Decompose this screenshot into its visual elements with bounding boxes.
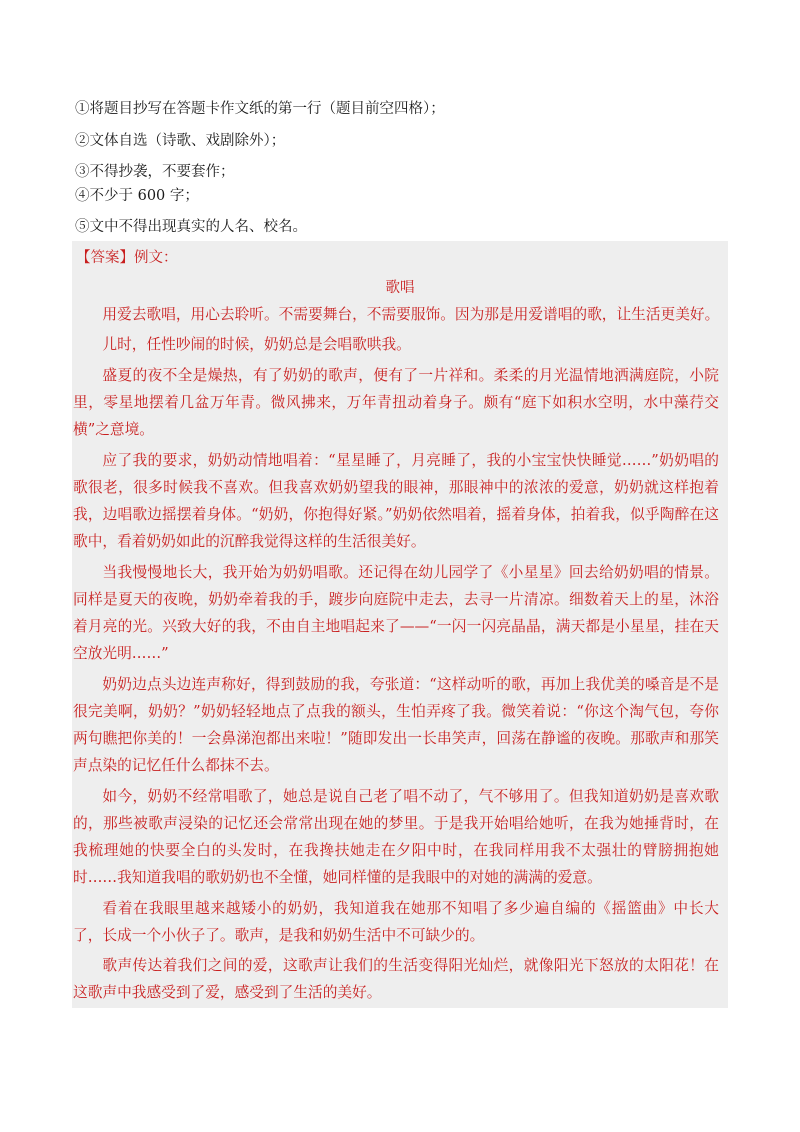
essay-paragraph: 当我慢慢地长大，我开始为奶奶唱歌。还记得在幼儿园学了《小星星》回去给奶奶唱的情景。同样是夏天的夜晚，奶奶牵着我的手，踱步向庭院中走去，去寻一片清凉。细数着天上的星，沐浴着月亮的光。兴致大好的我，不由自主地唱起来了——“一闪一闪亮晶晶，满天都是小星星，挂在天空放光明……”	[73, 563, 719, 663]
essay-paragraph: 歌声传达着我们之间的爱，这歌声让我们的生活变得阳光灿烂，就像阳光下怒放的太阳花！在这歌声中我感受到了爱，感受到了生活的美好。	[73, 957, 719, 1002]
essay-body	[73, 301, 719, 1010]
requirement-item: ④不少于 600 字；	[75, 188, 199, 204]
requirement-item: ①将题目抄写在答题卡作文纸的第一行（题目前空四格）；	[75, 101, 445, 117]
requirement-item: ③不得抄袭，不要套作；	[75, 164, 235, 180]
essay-paragraph: 奶奶边点头边连声称好，得到鼓励的我，夸张道：“这样动听的歌，再加上我优美的嗓音是不是很完美啊，奶奶？”奶奶轻轻地点了点我的额头，生怕弄疼了我。微笑着说：“你这个淘气包，夸你两句瞧把你美的！一会鼻涕泡都出来啦！”随即发出一长串笑声，回荡在静谧的夜晚。那歌声和那笑声点染的记忆任什么都抹不去。	[73, 675, 719, 775]
answer-label: 【答案】例文：	[76, 250, 178, 266]
essay-paragraph: 如今，奶奶不经常唱歌了，她总是说自己老了唱不动了，气不够用了。但我知道奶奶是喜欢歌的，那些被歌声浸染的记忆还会常常出现在她的梦里。于是我开始唱给她听，在我为她捶背时，在我梳理她的快要全白的头发时，在我搀扶她走在夕阳中时，在我同样用我不太强壮的臂膀拥抱她时……我知道我唱的歌奶奶也不全懂，她同样懂的是我眼中的对她的满满的爱意。	[73, 787, 719, 887]
requirement-item: ⑤文中不得出现真实的人名、校名。	[75, 219, 307, 235]
essay-paragraph: 用爱去歌唱，用心去聆听。不需要舞台，不需要服饰。因为那是用爱谱唱的歌，让生活更美好。	[102, 306, 720, 323]
essay-paragraph: 盛夏的夜不全是燥热，有了奶奶的歌声，便有了一片祥和。柔柔的月光温情地洒满庭院，小院里，零星地摆着几盆万年青。微风拂来，万年青扭动着身子。颇有“庭下如积水空明，水中藻荇交横”之意境。	[73, 366, 719, 439]
essay-paragraph: 应了我的要求，奶奶动情地唱着：“星星睡了，月亮睡了，我的小宝宝快快睡觉……”奶奶唱的歌很老，很多时候我不喜欢。但我喜欢奶奶望我的眼神，那眼神中的浓浓的爱意，奶奶就这样抱着我，边唱歌边摇摆着身体。“奶奶，你抱得好紧。”奶奶依然唱着，摇着身体，拍着我，似乎陶醉在这歌中，看着奶奶如此的沉醉我觉得这样的生活很美好。	[73, 451, 719, 551]
answer-section	[72, 241, 728, 1008]
essay-paragraph: 看着在我眼里越来越矮小的奶奶，我知道我在她那不知唱了多少遍自编的《摇篮曲》中长大了，长成一个小伙子了。歌声，是我和奶奶生活中不可缺少的。	[73, 899, 719, 944]
essay-title: 歌唱	[385, 280, 415, 296]
requirement-item: ②文体自选（诗歌、戏剧除外）；	[75, 133, 286, 149]
essay-paragraph: 儿时，任性吵闹的时候，奶奶总是会唱歌哄我。	[102, 336, 411, 354]
